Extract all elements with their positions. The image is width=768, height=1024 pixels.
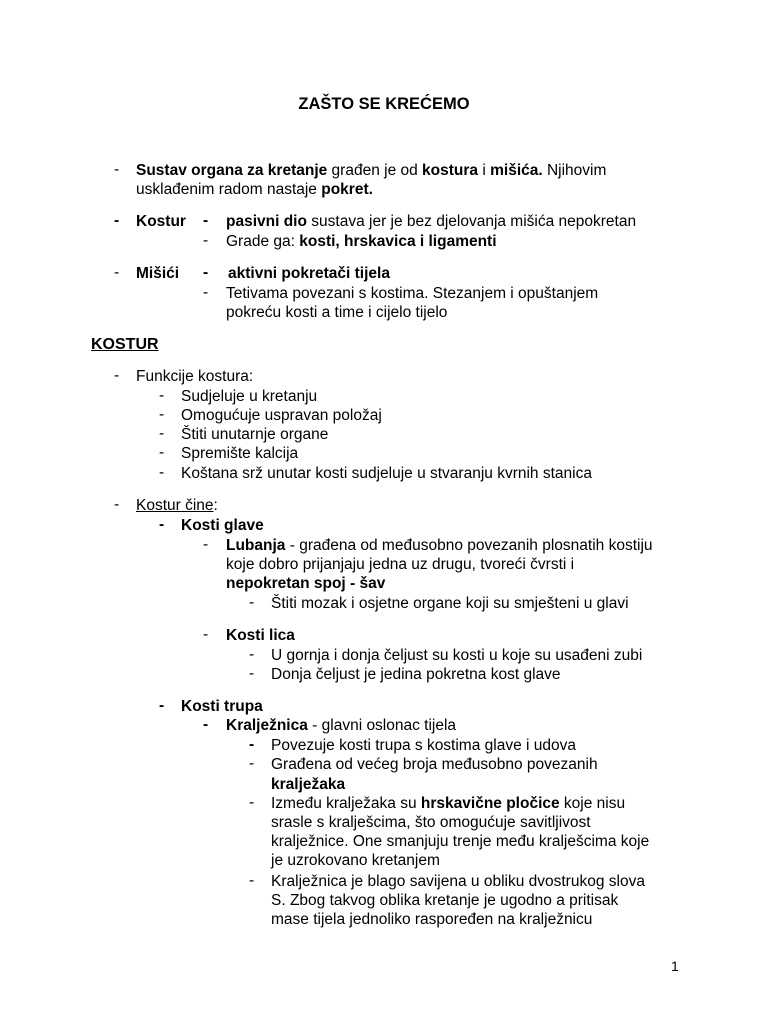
bullet-dash: - [203, 264, 209, 281]
bullet-dash: - [114, 212, 120, 229]
lubanja-sub-item: Štiti mozak i osjetne organe koji su smješteni u glavi [271, 595, 629, 612]
bullet-dash: - [114, 367, 120, 384]
bullet-dash: - [159, 425, 165, 442]
misici-sub-1: Tetivama povezani s kostima. Stezanjem i opuštanjem [226, 285, 599, 302]
bullet-dash: - [203, 626, 209, 643]
bullet-dash: - [249, 872, 255, 889]
misici-description: aktivni pokretači tijela [228, 265, 390, 282]
bullet-dash: - [249, 736, 255, 753]
kostur-cine-heading: Kostur čine: [136, 497, 218, 514]
page-number: 1 [671, 958, 679, 974]
bullet-dash: - [114, 161, 120, 178]
kraljeznica-item-2-cont: kralježaka [271, 776, 346, 793]
bullet-dash: - [203, 716, 209, 733]
kostur-label: Kostur [136, 213, 186, 230]
bullet-dash: - [249, 594, 255, 611]
kraljeznica-item-4-cont: mase tijela jednoliko raspoređen na kralježnicu [271, 911, 593, 928]
bullet-dash: - [203, 232, 209, 249]
bullet-dash: - [159, 444, 165, 461]
kraljeznica-item-1: Povezuje kosti trupa s kostima glave i udova [271, 737, 576, 754]
lubanja-line-1: Lubanja - građena od međusobno povezanih plosnatih kostiju [226, 537, 653, 554]
bullet-dash: - [159, 697, 165, 714]
section-heading-kostur: KOSTUR [91, 336, 159, 353]
bullet-dash: - [249, 794, 255, 811]
funkcije-item: Koštana srž unutar kosti sudjeluje u stvaranju kvrnih stanica [181, 465, 592, 482]
bullet-dash: - [249, 665, 255, 682]
bullet-dash: - [203, 284, 209, 301]
misici-label: Mišići [136, 265, 180, 282]
funkcije-item: Omogućuje uspravan položaj [181, 407, 382, 424]
funkcije-heading: Funkcije kostura: [136, 368, 254, 385]
kostur-description: pasivni dio sustava jer je bez djelovanja mišića nepokretan [226, 213, 637, 230]
kraljeznica-item-4: Kralježnica je blago savijena u obliku dvostrukog slova [271, 873, 645, 890]
funkcije-item: Štiti unutarnje organe [181, 426, 329, 443]
kostur-sub: Grade ga: kosti, hrskavica i ligamenti [226, 233, 497, 250]
bullet-dash: - [159, 406, 165, 423]
intro-line-2: usklađenim radom nastaje pokret. [136, 181, 373, 198]
kosti-glave-heading: Kosti glave [181, 517, 264, 534]
misici-sub-2: pokreću kosti a time i cijelo tijelo [226, 304, 448, 321]
lubanja-line-3: nepokretan spoj - šav [226, 575, 386, 592]
kosti-lica-heading: Kosti lica [226, 627, 295, 644]
kraljeznica-line: Kralježnica - glavni oslonac tijela [226, 717, 457, 734]
kraljeznica-item-4-cont: S. Zbog takvog oblika kretanje je ugodno a pritisak [271, 892, 619, 909]
funkcije-item: Spremište kalcija [181, 445, 299, 462]
bullet-dash: - [249, 646, 255, 663]
kraljeznica-item-3-cont: kralježnice. One smanjuju trenje među kralješcima koje [271, 833, 650, 850]
kraljeznica-item-2: Građena od većeg broja međusobno povezanih [271, 756, 598, 773]
bullet-dash: - [159, 464, 165, 481]
funkcije-item: Sudjeluje u kretanju [181, 388, 318, 405]
kosti-lica-item: U gornja i donja čeljust su kosti u koje su usađeni zubi [271, 647, 643, 664]
bullet-dash: - [203, 212, 209, 229]
kraljeznica-item-3-cont: srasle s kralješcima, što omogućuje savitljivost [271, 814, 591, 831]
bullet-dash: - [159, 516, 165, 533]
bullet-dash: - [203, 536, 209, 553]
kraljeznica-item-3-cont: je uzrokovano kretanjem [271, 852, 440, 869]
kraljeznica-item-3: Između kralježaka su hrskavične pločice koje nisu [271, 795, 626, 812]
kosti-trupa-heading: Kosti trupa [181, 698, 263, 715]
bullet-dash: - [159, 387, 165, 404]
bullet-dash: - [249, 755, 255, 772]
page-title: ZAŠTO SE KREĆEMO [298, 95, 470, 113]
kosti-lica-item: Donja čeljust je jedina pokretna kost glave [271, 666, 561, 683]
bullet-dash: - [114, 264, 120, 281]
bullet-dash: - [114, 496, 120, 513]
intro-line-1: Sustav organa za kretanje građen je od kostura i mišića. Njihovim [136, 162, 607, 179]
lubanja-line-2: koje dobro prijanjaju jedna uz drugu, tvoreći čvrsti i [226, 556, 575, 573]
